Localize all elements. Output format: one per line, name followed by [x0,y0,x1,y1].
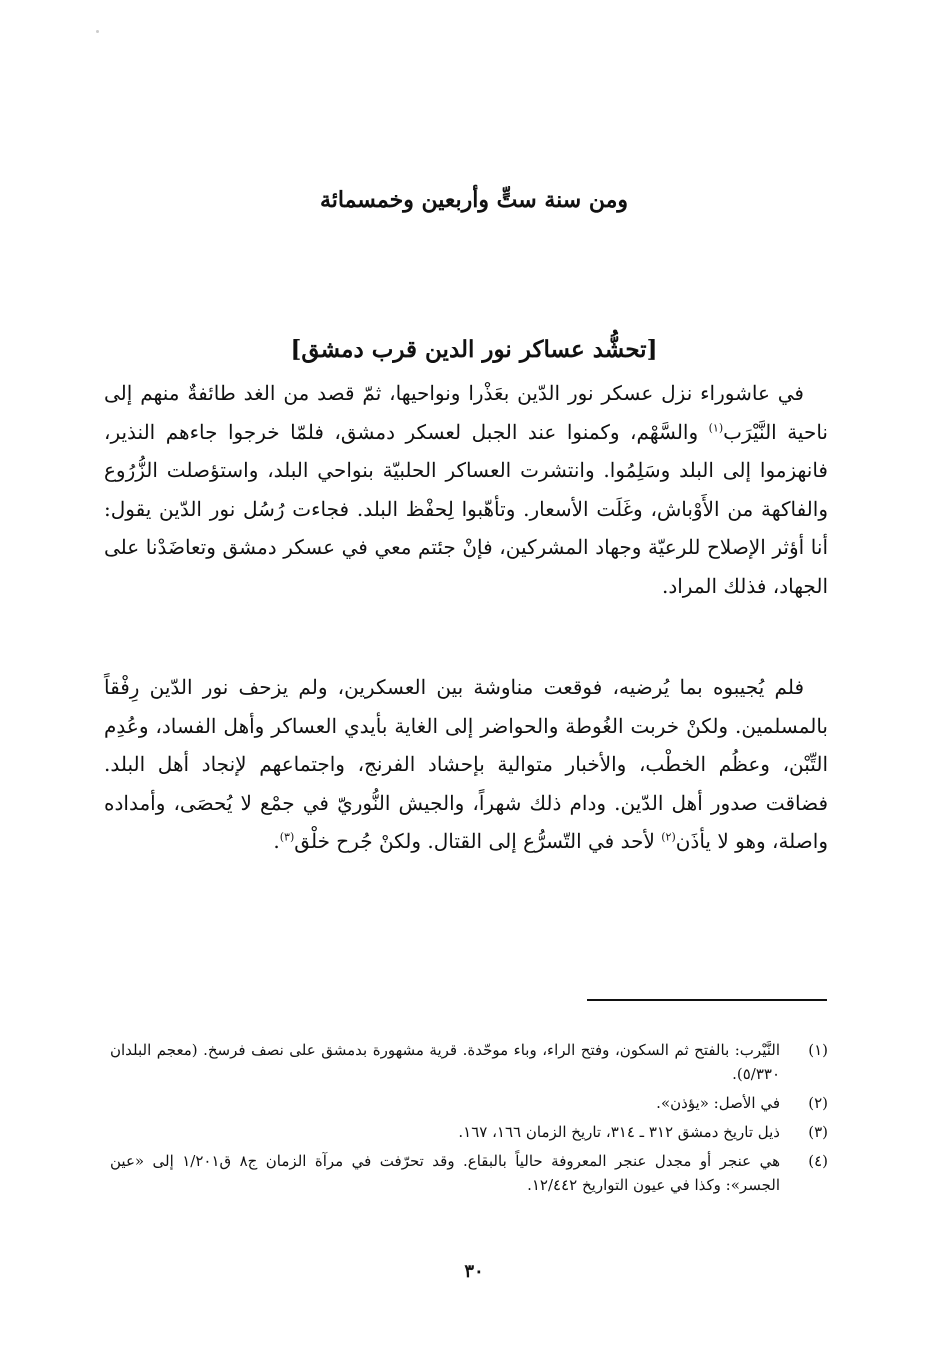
paragraph-1-segment-2: والسَّهْم، وكمنوا عند الجبل لعسكر دمشق، فلمّا خرجوا جاءهم النذير، فانهزموا إلى البلد وسَلِمُوا. وانتشرت العساكر الحلبيّة بنواحي البلد، واستؤصلت الزُّرُوع والفاكهة من الأَوْباش، وغَلَت الأسعار. وتأهّبوا لِحفْظ البلد. فجاءت رُسُل نور الدّين يقول: أنا أؤثر الإصلاح للرعيّة وجهاد المشركين، فإنْ جئتم معي في عسكر دمشق وتعاضَدْنا على الجهاد، فذلك المراد. [104,419,828,598]
footnote-number: (٣) [808,1123,828,1141]
footnote-number: (٤) [808,1152,828,1170]
chapter-title: ومن سنة ستٍّ وأربعين وخمسمائة [319,187,629,213]
paragraph-2-segment-1: فلم يُجيبوه بما يُرضيه، فوقعت مناوشة بين العسكرين، ولم يزحف نور الدّين رِفْقاً بالمسلمين. ولكنْ خربت الغُوطة والحواضر إلى الغاية بأيدي العساكر وأهل الفساد، وعُدِم التِّبْن، وعظُم الخطْب، والأخبار متوالية بإحشاد الفرنج، واجتماعهم لإنجاد أهل البلد. فضاقت صدور أهل الدّين. ودام ذلك شهراً، والجيش النُّوريّ في جمْع لا يُحصَى، وأمداده واصلة، وهو لا يأذَن [104,675,828,853]
page-number: ٣٠ [464,1261,484,1282]
paragraph-2-text [104,668,828,861]
paragraph-2-segment-3: . [273,829,280,853]
footnote-3 [110,1120,828,1144]
paragraph-1 [104,374,828,605]
footnotes [110,1038,828,1202]
paragraph-2 [104,668,828,861]
footnote-1 [110,1038,828,1086]
footnote-text: هي عنجر أو مجدل عنجر المعروفة حالياً بالبقاع. وقد تحرّفت في مرآة الزمان ج٨ ق١/٢٠١ إلى «عين الجسر»: وكذا في عيون التواريخ ١٢/٤٤٢. [110,1152,780,1194]
footnote-text: ذيل تاريخ دمشق ٣١٢ ـ ٣١٤، تاريخ الزمان ١٦٦، ١٦٧. [458,1123,780,1141]
section-heading: [تحشُّد عساكر نور الدين قرب دمشق] [290,336,658,363]
footnote-number: (٢) [808,1094,828,1112]
footnote-2 [110,1091,828,1115]
footnote-number: (١) [808,1041,828,1059]
footnote-4 [110,1149,828,1197]
footnote-ref-3: (٣) [279,830,295,844]
paragraph-1-segment-1: في عاشوراء نزل عسكر نور الدّين بعَذْرا ونواحيها، ثمّ قصد من الغد طائفةٌ منهم إلى ناحية النَّيْرَب [104,381,828,444]
scan-speck [96,30,99,33]
paragraph-1-text [104,374,828,605]
footnote-text: النَّيْرب: بالفتح ثم السكون، وفتح الراء، وباء موحّدة. قرية مشهورة بدمشق على نصف فرسخ. (معجم البلدان ٥/٣٣٠). [110,1041,780,1083]
footnote-ref-2: (٢) [661,830,676,844]
footnote-ref-1: (١) [708,420,724,434]
footnote-divider [587,999,827,1001]
paragraph-2-segment-2: لأحد في التّسرُّع إلى القتال. ولكنْ جُرح خلْق [294,829,662,853]
footnote-text: في الأصل: «يؤذن». [656,1094,780,1112]
